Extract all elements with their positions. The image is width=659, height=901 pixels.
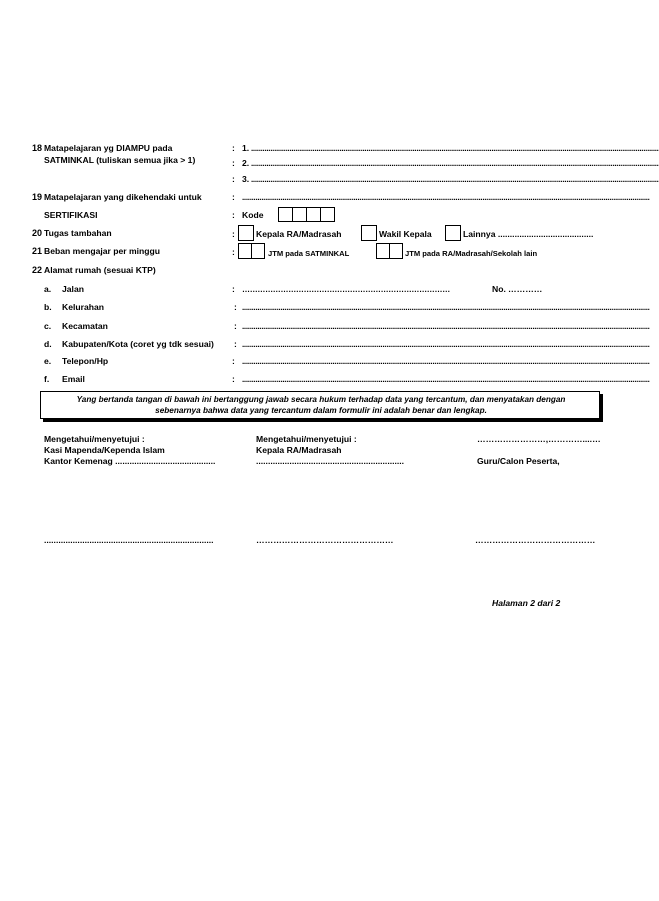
colon: :: [234, 321, 237, 331]
kelurahan-field[interactable]: ....................................................................................................................................................................................................................: [242, 303, 650, 312]
item-number-22: 22: [32, 265, 43, 275]
right-signature-line[interactable]: ……………………………………: [475, 535, 596, 545]
colon: :: [232, 174, 235, 184]
item-21-label: Beban mengajar per minggu: [44, 246, 161, 256]
colon: :: [234, 302, 237, 312]
colon: :: [232, 356, 235, 366]
item-22-label: Alamat rumah (sesuai KTP): [44, 265, 156, 275]
option-lainnya-label[interactable]: Lainnya ........................................: [463, 229, 594, 239]
middle-approval-name[interactable]: ..............................................................: [256, 456, 405, 466]
kode-box-4[interactable]: [320, 207, 335, 222]
jalan-field[interactable]: ………………………………………………………………………: [242, 285, 450, 294]
colon: :: [232, 229, 235, 239]
colon: :: [232, 210, 235, 220]
checkbox-kepala[interactable]: [238, 225, 254, 241]
email-field[interactable]: ....................................................................................................................................................................................................................: [242, 375, 650, 384]
left-approval-title: Mengetahui/menyetujui :: [44, 434, 145, 444]
item-number-18: 18: [32, 143, 43, 153]
item-18-option-2: 2.: [242, 158, 250, 168]
jtm-satminkal-label: JTM pada SATMINKAL: [268, 249, 350, 258]
notice-line-2: sebenarnya bahwa data yang tercantum dalam formulir ini adalah benar dan lengkap.: [155, 406, 487, 415]
colon: :: [232, 284, 235, 294]
notice-box: [40, 391, 600, 419]
kecamatan-field[interactable]: ....................................................................................................................................................................................................................: [242, 322, 650, 331]
checkbox-lainnya[interactable]: [445, 225, 461, 241]
colon: :: [232, 374, 235, 384]
page-number: Halaman 2 dari 2: [492, 598, 561, 608]
kelurahan-label: Kelurahan: [62, 302, 105, 312]
option-kepala-label: Kepala RA/Madrasah: [256, 229, 342, 239]
telepon-field[interactable]: ....................................................................................................................................................................................................................: [242, 357, 650, 366]
jalan-label: Jalan: [62, 284, 84, 294]
item-number-20: 20: [32, 228, 43, 238]
colon: :: [234, 339, 237, 349]
checkbox-wakil-kepala[interactable]: [361, 225, 377, 241]
no-field[interactable]: …………: [508, 284, 543, 294]
item-number-19: 19: [32, 192, 43, 202]
item-20-label: Tugas tambahan: [44, 228, 112, 238]
address-letter: b.: [44, 302, 52, 312]
kabupaten-field[interactable]: ....................................................................................................................................................................................................................: [242, 340, 650, 349]
item-18-field-1[interactable]: ....................................................................................................................................................................................................................: [251, 144, 659, 153]
item-19-label: Matapelajaran yang dikehendaki untuk: [44, 192, 202, 202]
no-label: No.: [492, 284, 506, 294]
telepon-label: Telepon/Hp: [62, 356, 109, 366]
option-wakil-kepala-label: Wakil Kepala: [379, 229, 432, 239]
kode-box-1[interactable]: [278, 207, 293, 222]
middle-approval-title: Mengetahui/menyetujui :: [256, 434, 357, 444]
item-19-sublabel: SERTIFIKASI: [44, 210, 98, 220]
address-letter: a.: [44, 284, 52, 294]
kode-box-2[interactable]: [292, 207, 307, 222]
colon: :: [232, 143, 235, 153]
item-18-label: Matapelajaran yg DIAMPU pada: [44, 143, 173, 153]
item-18-option-3: 3.: [242, 174, 250, 184]
item-18-field-3[interactable]: ....................................................................................................................................................................................................................: [251, 175, 659, 184]
jtm-lain-box-1[interactable]: [376, 243, 390, 259]
item-18-option-1: 1.: [242, 143, 250, 153]
left-signature-line[interactable]: .......................................................................: [44, 535, 214, 545]
notice-line-1: Yang bertanda tangan di bawah ini bertanggung jawab secara hukum terhadap data yang tercantum, dan menyatakan dengan: [76, 395, 566, 404]
address-letter: f.: [44, 374, 50, 384]
item-18-sublabel: SATMINKAL (tuliskan semua jika > 1): [44, 155, 196, 165]
jtm-satminkal-box-2[interactable]: [251, 243, 265, 259]
jtm-lain-label: JTM pada RA/Madrasah/Sekolah lain: [405, 249, 538, 258]
left-approval-office[interactable]: Kantor Kemenag ..........................................: [44, 456, 216, 466]
jtm-satminkal-box-1[interactable]: [238, 243, 252, 259]
left-approval-role: Kasi Mapenda/Kependa Islam: [44, 445, 165, 455]
colon: :: [232, 247, 235, 257]
email-label: Email: [62, 374, 85, 384]
item-19-field[interactable]: ....................................................................................................................................................................................................................: [242, 193, 650, 202]
middle-signature-line[interactable]: …………………………………………: [256, 535, 394, 545]
address-letter: c.: [44, 321, 52, 331]
participant-title: Guru/Calon Peserta,: [477, 456, 560, 466]
jtm-lain-box-2[interactable]: [389, 243, 403, 259]
colon: :: [232, 192, 235, 202]
address-letter: e.: [44, 356, 52, 366]
middle-approval-role: Kepala RA/Madrasah: [256, 445, 342, 455]
address-letter: d.: [44, 339, 52, 349]
item-18-field-2[interactable]: ....................................................................................................................................................................................................................: [251, 159, 659, 168]
place-date-field[interactable]: ……………………,…………....…: [477, 434, 601, 444]
kecamatan-label: Kecamatan: [62, 321, 108, 331]
kode-box-3[interactable]: [306, 207, 321, 222]
colon: :: [232, 158, 235, 168]
kabupaten-label: Kabupaten/Kota (coret yg tdk sesuai): [62, 339, 214, 349]
kode-label: Kode: [242, 210, 264, 220]
item-number-21: 21: [32, 246, 43, 256]
